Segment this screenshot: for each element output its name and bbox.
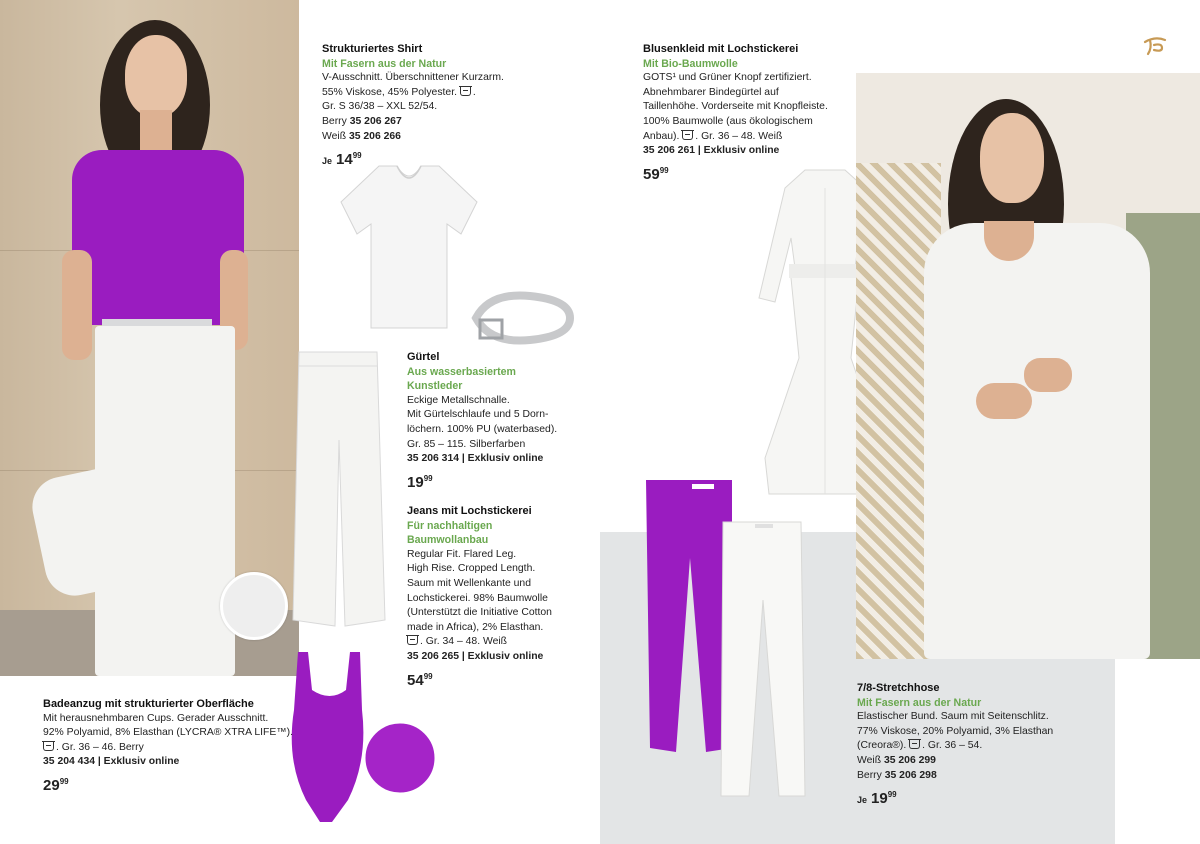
dress-desc5b: Gr. 36 – 48. Weiß [701, 130, 783, 142]
jeans-desc3: Saum mit Wellenkante und [407, 577, 531, 589]
wash-icon [909, 740, 920, 749]
belt-desc4: Gr. 85 – 115. Silberfarben [407, 438, 526, 450]
shirt-info: Strukturiertes Shirt Mit Fasern aus der Natur V-Ausschnitt. Überschnittener Kurzarm. 55% Viskose, 45% Polyester. . Gr. S 36/38 – XXL 52/54. Berry 35 206 267 Weiß 35 206 266 Je $14^{99}$ [322, 42, 562, 170]
tchibo-logo-icon [1142, 34, 1168, 56]
belt-art: 35 206 314 | Exklusiv online [407, 453, 544, 465]
stretch-desc3b: Gr. 36 – 54. [927, 740, 983, 752]
jeans-art: 35 206 265 | Exklusiv online [407, 650, 544, 662]
belt-subtitle1: Aus wasserbasiertem [407, 365, 516, 378]
shirt-product-image [339, 162, 479, 330]
jeans-subtitle2: Baumwollanbau [407, 534, 489, 547]
swimsuit-art: 35 204 434 | Exklusiv online [43, 756, 180, 768]
jeans-info: Jeans mit Lochstickerei Für nachhaltigen Baumwollanbau Regular Fit. Flared Leg. High Rise. Cropped Length. Saum mit Wellenkante und Lochstickerei. 98% Baumwolle (Unterstützt die Initiative Cotton made in Africa), 2% Elasthan. . Gr. 34 – 48. Weiß 35 206 265 | Exklusiv online $54^{99}$ [407, 504, 597, 690]
dress-desc1: GOTS¹ und Grüner Knopf zertifiziert. [643, 72, 812, 84]
stretch-desc1: Elastischer Bund. Saum mit Seitenschlitz. [857, 711, 1049, 723]
dress-desc2: Abnehmbarer Bindegürtel auf [643, 86, 779, 98]
belt-price: $19^{99}$ [407, 473, 433, 491]
shirt-desc1: V-Ausschnitt. Überschnittener Kurzarm. [322, 72, 504, 84]
stretch-title: 7/8-Stretchhose [857, 682, 940, 694]
belt-title: Gürtel [407, 351, 440, 363]
stretch-white-pants-image [715, 520, 807, 800]
stretch-art2: 35 206 298 [884, 769, 937, 781]
wash-icon [682, 131, 693, 140]
stretch-color1: Weiß [857, 754, 882, 766]
stretch-desc3a: (Creora®). [857, 740, 907, 752]
swimsuit-desc3: Gr. 36 – 46. Berry [61, 741, 144, 753]
shirt-price: Je $14^{99}$ [322, 151, 362, 169]
jeans-desc6: made in Africa), 2% Elasthan. [407, 621, 544, 633]
swimsuit-desc2: 92% Polyamid, 8% Elasthan (LYCRA® XTRA LIFE™). [43, 727, 294, 739]
swimsuit-price: $29^{99}$ [43, 776, 69, 794]
dress-desc4: 100% Baumwolle (aus ökologischem [643, 115, 813, 127]
shirt-color1: Berry [322, 115, 347, 127]
jeans-desc4: Lochstickerei. 98% Baumwolle [407, 592, 548, 604]
shirt-subtitle: Mit Fasern aus der Natur [322, 57, 447, 70]
belt-product-image [470, 290, 575, 350]
dress-info: Blusenkleid mit Lochstickerei Mit Bio-Baumwolle GOTS¹ und Grüner Knopf zertifiziert. Abnehmbarer Bindegürtel auf Taillenhöhe. Vorderseite mit Knopfleiste. 100% Baumwolle (aus ökologischem Anbau). . Gr. 36 – 48. Weiß 35 206 261 | Exklusiv online $59^{99}$ [643, 42, 853, 184]
belt-desc2: Mit Gürtelschlaufe und 5 Dorn- [407, 409, 549, 421]
jeans-desc5: (Unterstützt die Initiative Cotton [407, 607, 552, 619]
belt-desc3: löchern. 100% PU (waterbased). [407, 423, 558, 435]
stretch-subtitle: Mit Fasern aus der Natur [857, 696, 982, 709]
dress-art: 35 206 261 | Exklusiv online [643, 145, 780, 157]
jeans-desc2: High Rise. Cropped Length. [407, 563, 536, 575]
shirt-color2: Weiß [322, 130, 347, 142]
swimsuit-desc1: Mit herausnehmbaren Cups. Gerader Ausschnitt. [43, 712, 269, 724]
stretch-desc2: 77% Viskose, 20% Polyamid, 3% Elasthan [857, 725, 1054, 737]
shirt-art2: 35 206 266 [348, 130, 401, 142]
shirt-desc3: Gr. S 36/38 – XXL 52/54. [322, 101, 438, 113]
jeans-desc7: Gr. 34 – 48. Weiß [425, 636, 508, 648]
belt-subtitle2: Kunstleder [407, 380, 463, 393]
jeans-detail-circle [220, 572, 288, 640]
dress-desc5: Anbau). [643, 130, 680, 142]
jeans-desc1: Regular Fit. Flared Leg. [407, 548, 517, 560]
stretch-price: Je $19^{99}$ [857, 790, 897, 808]
stretch-art1: 35 206 299 [883, 754, 936, 766]
dress-subtitle: Mit Bio-Baumwolle [643, 57, 738, 70]
swimsuit-title: Badeanzug mit strukturierter Oberfläche [43, 698, 254, 710]
wash-icon [460, 87, 471, 96]
wash-icon [43, 742, 54, 751]
stretch-color2: Berry [857, 769, 882, 781]
shirt-desc2: 55% Viskose, 45% Polyester. [322, 86, 457, 98]
belt-desc1: Eckige Metallschnalle. [407, 394, 510, 406]
wash-icon [407, 636, 418, 645]
jeans-price: $54^{99}$ [407, 671, 433, 689]
dress-title: Blusenkleid mit Lochstickerei [643, 43, 799, 55]
stretch-info: 7/8-Stretchhose Mit Fasern aus der Natur Elastischer Bund. Saum mit Seitenschlitz. 77% Viskose, 20% Polyamid, 3% Elasthan (Creora®). . Gr. 36 – 54. Weiß 35 206 299 Berry 35 206 298 Je $19^{99}$ [857, 681, 1097, 809]
jeans-product-image [285, 350, 391, 630]
model-photo-left [0, 0, 299, 676]
shirt-title: Strukturiertes Shirt [322, 43, 423, 55]
jeans-title: Jeans mit Lochstickerei [407, 505, 532, 517]
shirt-art1: 35 206 267 [349, 115, 402, 127]
model-photo-right [856, 73, 1200, 659]
swimsuit-info: Badeanzug mit strukturierter Oberfläche Mit herausnehmbaren Cups. Gerader Ausschnitt. 92% Polyamid, 8% Elasthan (LYCRA® XTRA LIFE™). . Gr. 36 – 46. Berry 35 204 434 | Exklusiv online $29^{99}$ [43, 698, 294, 794]
dress-desc3: Taillenhöhe. Vorderseite mit Knopfleiste. [643, 101, 828, 113]
dress-price: $59^{99}$ [643, 165, 669, 183]
belt-info [407, 350, 597, 492]
jeans-subtitle1: Für nachhaltigen [407, 519, 493, 532]
